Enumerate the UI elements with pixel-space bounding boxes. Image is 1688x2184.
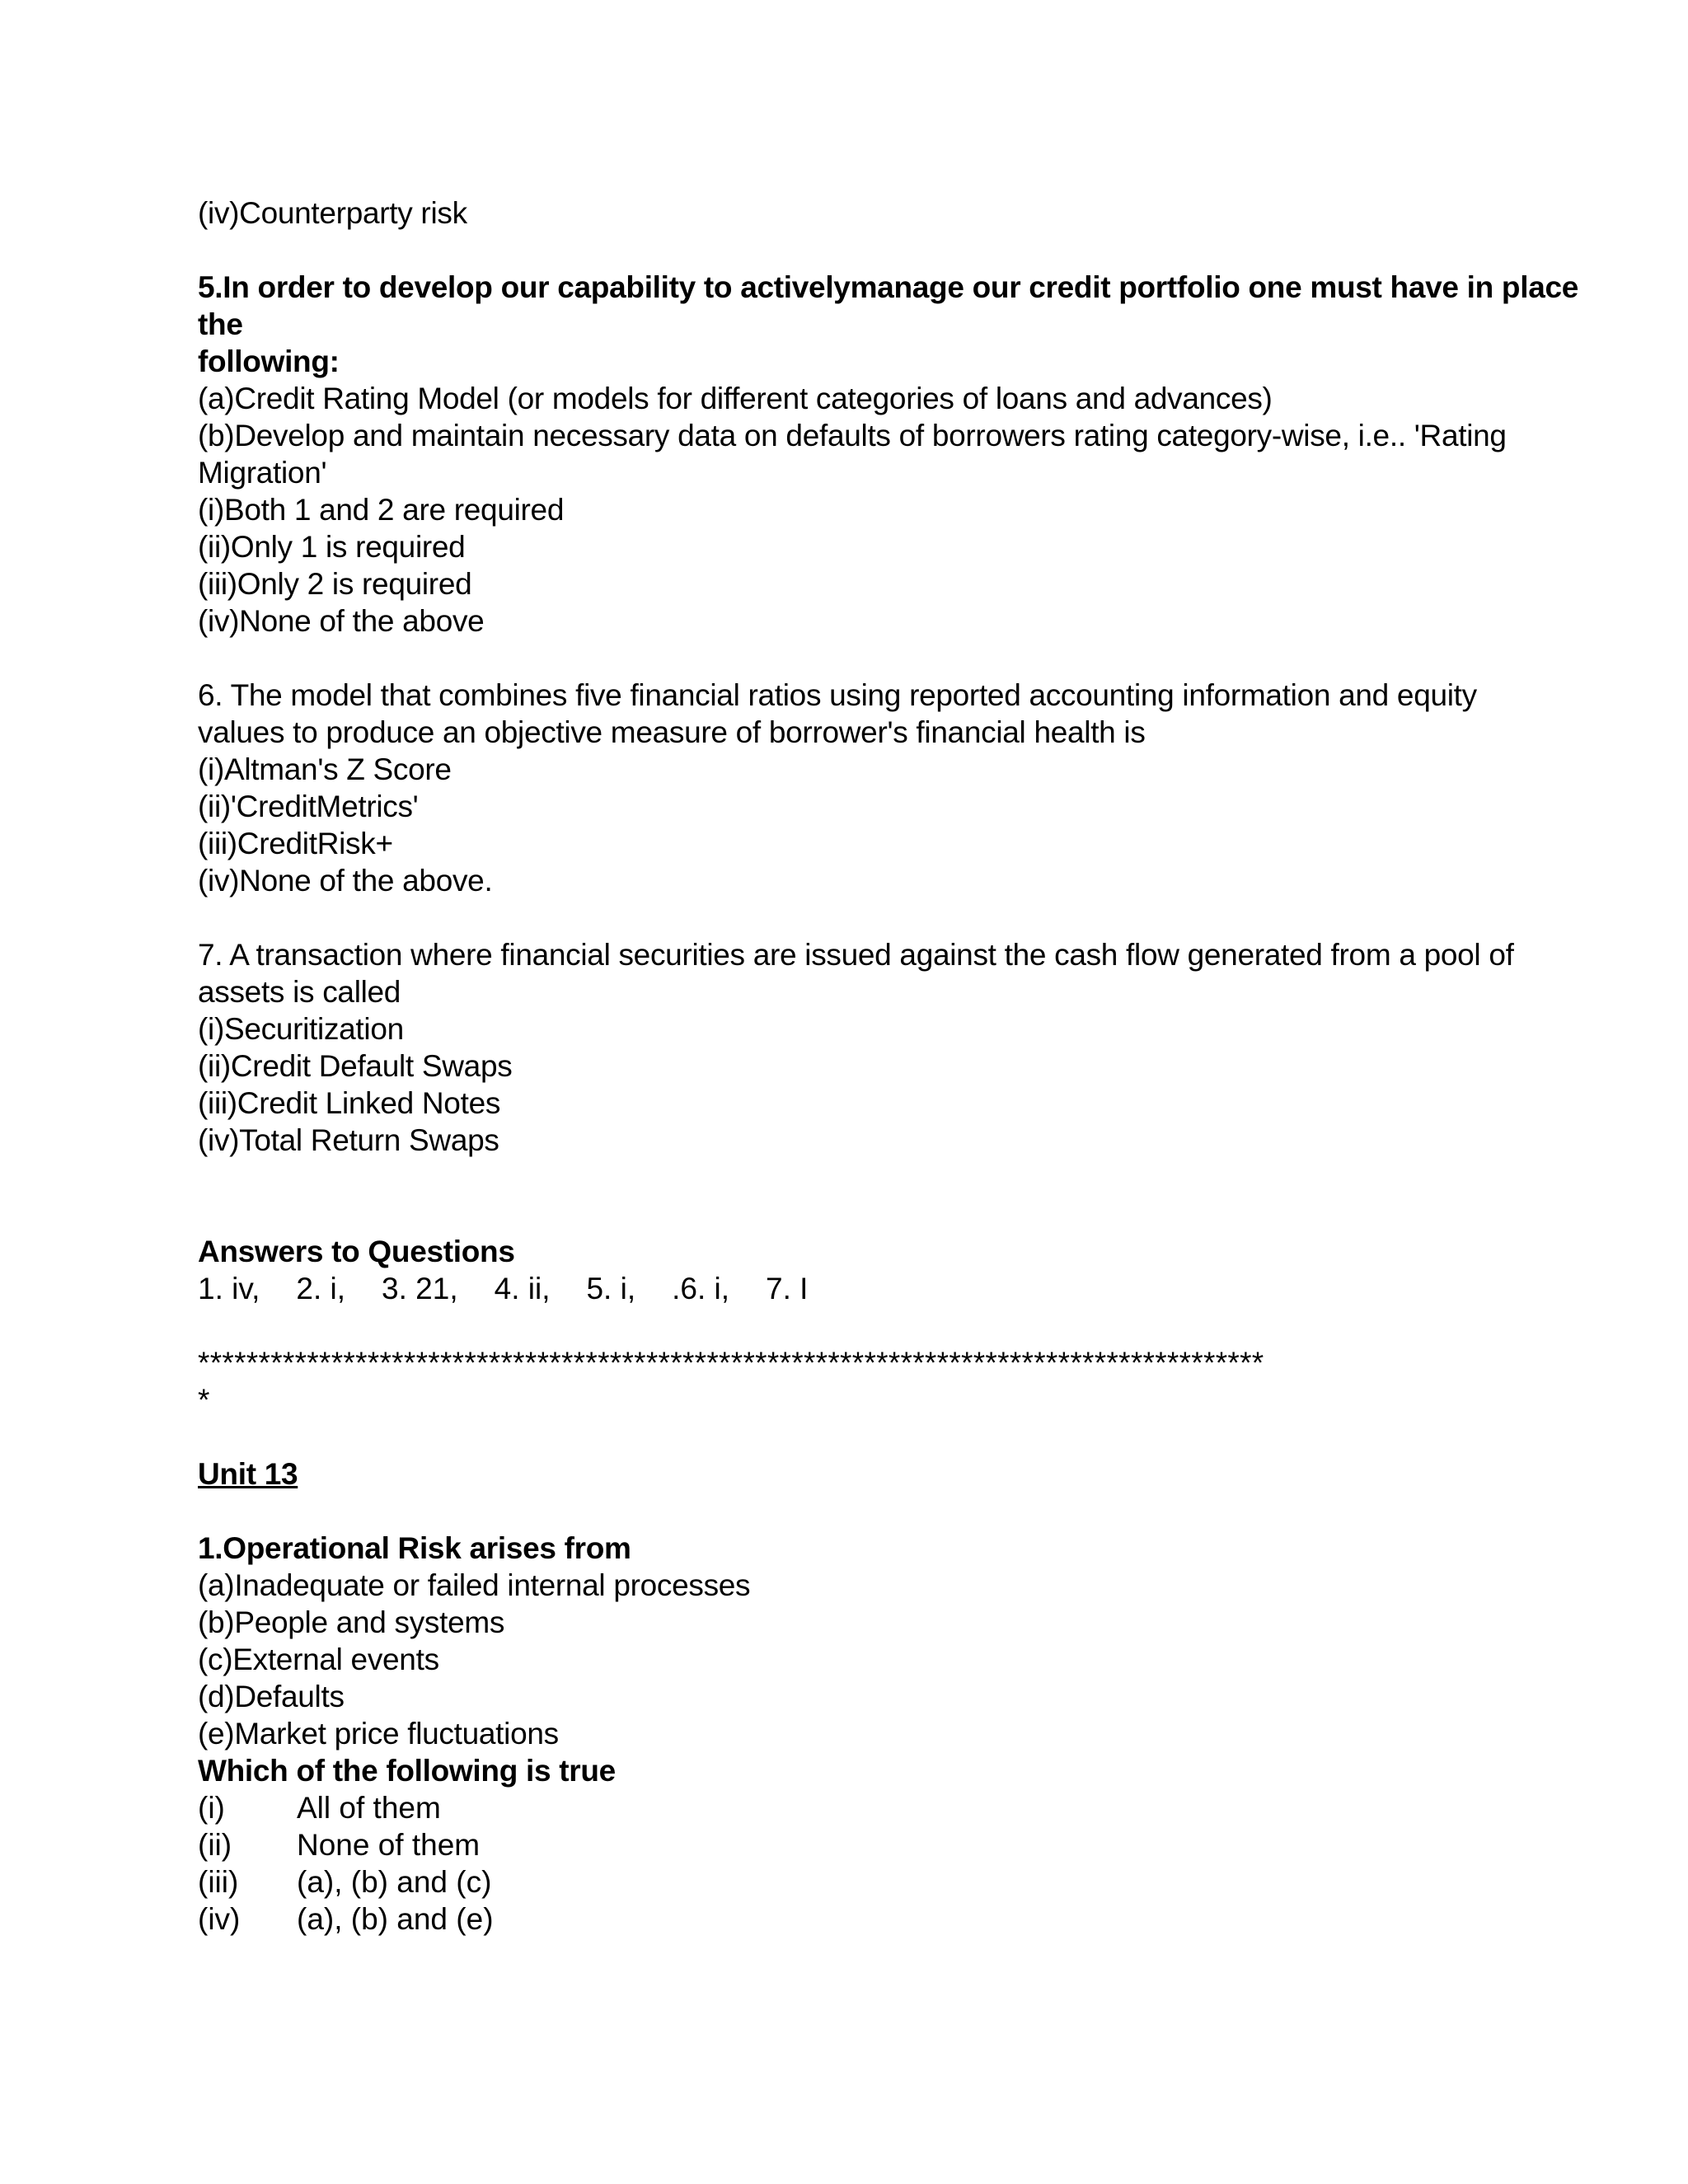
- q5-item-b-line1: (b)Develop and maintain necessary data on defaults of borrowers rating category-wise, i.e.. 'Rating: [198, 419, 1507, 452]
- unit-heading: Unit 13: [198, 1457, 298, 1491]
- option-number: (i): [198, 1791, 225, 1825]
- separator-line1: ****************************************************************************************: [198, 1346, 1264, 1380]
- u13-q1-stem: 1.Operational Risk arises from: [198, 1531, 631, 1565]
- spacer: [198, 1418, 1500, 1455]
- u13-q1-option: [198, 1826, 1500, 1863]
- q6-option: (ii)'CreditMetrics': [198, 790, 419, 823]
- q6-stem-line1: 6. The model that combines five financial ratios using reported accounting information and equity: [198, 678, 1477, 712]
- q5-option: (iv)None of the above: [198, 604, 485, 638]
- q5-option: (iii)Only 2 is required: [198, 567, 472, 601]
- q5-option: (ii)Only 1 is required: [198, 530, 466, 564]
- question-5: [198, 269, 1579, 640]
- option-text: (a), (b) and (c): [297, 1865, 492, 1899]
- answer-item: 2. i,: [296, 1272, 346, 1305]
- q5-item-a: (a)Credit Rating Model (or models for different categories of loans and advances): [198, 382, 1273, 415]
- separator-line2: *: [198, 1383, 210, 1417]
- q5-option: (i)Both 1 and 2 are required: [198, 493, 565, 527]
- q7-option: (ii)Credit Default Swaps: [198, 1049, 513, 1083]
- q5-stem-line1: 5.In order to develop our capability to activelymanage our credit portfolio one must have in place: [198, 270, 1579, 304]
- answer-item: 1. iv,: [198, 1272, 260, 1305]
- q7-stem-line1: 7. A transaction where financial securities are issued against the cash flow generated from a pool of: [198, 938, 1514, 972]
- spacer: [198, 899, 1500, 936]
- q5-item-b-line2: Migration': [198, 456, 327, 490]
- separator: [198, 1344, 1500, 1418]
- answer-item: 4. ii,: [494, 1272, 551, 1305]
- answers-heading: Answers to Questions: [198, 1235, 515, 1268]
- spacer: [198, 1307, 1500, 1344]
- spacer: [198, 1159, 1500, 1233]
- answers-list: [198, 1270, 1500, 1307]
- answer-item: 5. i,: [586, 1272, 636, 1305]
- q6-option: (iv)None of the above.: [198, 864, 493, 898]
- q7-stem-line2: assets is called: [198, 975, 401, 1009]
- u13-q1-option: [198, 1863, 1500, 1900]
- u13-q1-item: (b)People and systems: [198, 1605, 505, 1639]
- answers-section: [198, 1233, 1500, 1307]
- question-7: [198, 936, 1514, 1159]
- option-text: All of them: [297, 1791, 441, 1825]
- answer-item: 3. 21,: [382, 1272, 458, 1305]
- u13-q1-item: (a)Inadequate or failed internal processes: [198, 1568, 751, 1602]
- u13-q1-prompt: Which of the following is true: [198, 1754, 616, 1788]
- answer-item: 7. I: [766, 1272, 809, 1305]
- question-6: [198, 677, 1500, 899]
- u13-q1-option: [198, 1900, 1500, 1938]
- u13-q1-item: (d)Defaults: [198, 1680, 345, 1713]
- q7-option: (iii)Credit Linked Notes: [198, 1086, 501, 1120]
- answer-item: .6. i,: [672, 1272, 730, 1305]
- q5-stem-line3: following:: [198, 344, 340, 378]
- spacer: [198, 1493, 1500, 1530]
- q6-stem-line2: values to produce an objective measure of borrower's financial health is: [198, 715, 1146, 749]
- option-text: None of them: [297, 1828, 481, 1862]
- option-text: (a), (b) and (e): [297, 1902, 494, 1936]
- option-number: (ii): [198, 1828, 232, 1862]
- q6-option: (iii)CreditRisk+: [198, 827, 393, 860]
- q5-stem-line2: the: [198, 307, 243, 341]
- option-number: (iii): [198, 1865, 239, 1899]
- q7-option: (iv)Total Return Swaps: [198, 1123, 499, 1157]
- u13-q1-option: [198, 1789, 1500, 1826]
- q6-option: (i)Altman's Z Score: [198, 752, 452, 786]
- u13-q1-item: (e)Market price fluctuations: [198, 1717, 559, 1750]
- spacer: [198, 640, 1500, 677]
- document-page: [198, 194, 1579, 1938]
- u13-q1-item: (c)External events: [198, 1643, 439, 1676]
- q7-option: (i)Securitization: [198, 1012, 404, 1046]
- option-number: (iv): [198, 1902, 241, 1936]
- q4-option-iv: (iv)Counterparty risk: [198, 196, 467, 230]
- spacer: [198, 232, 1500, 269]
- unit13-question-1: [198, 1530, 1500, 1938]
